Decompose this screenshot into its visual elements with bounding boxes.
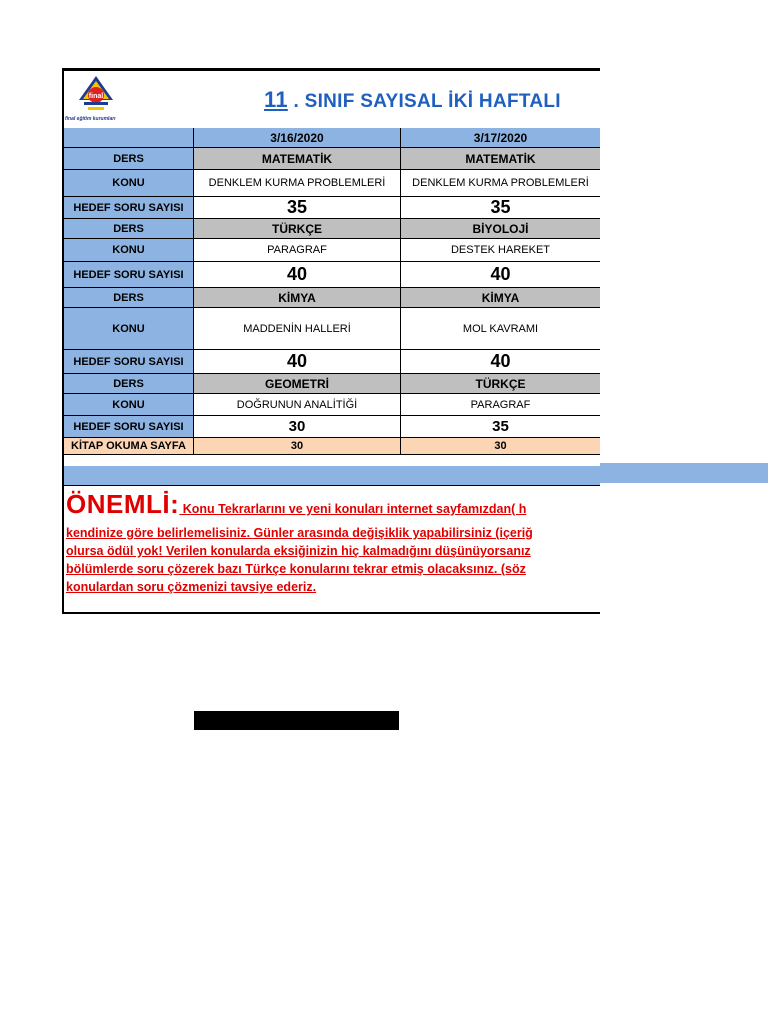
sheet-header: [64, 71, 600, 128]
subject-cell: MATEMATİK: [194, 148, 401, 170]
subject-cell: TÜRKÇE: [401, 374, 600, 394]
important-note: [66, 489, 600, 596]
target-cell: 40: [401, 262, 600, 288]
topic-cell: DENKLEM KURMA PROBLEMLERİ: [194, 170, 401, 197]
table-row: [64, 394, 600, 416]
blue-band-extension: [600, 463, 768, 483]
row-label: DERS: [64, 219, 194, 239]
table-row: [64, 308, 600, 350]
table-row: [64, 197, 600, 219]
row-label: DERS: [64, 374, 194, 394]
svg-text:final: final: [88, 93, 104, 100]
subject-cell: KİMYA: [401, 288, 600, 308]
row-label: HEDEF SORU SAYISI: [64, 262, 194, 288]
topic-cell: DESTEK HAREKET: [401, 239, 600, 262]
date-row: [64, 128, 600, 148]
subject-cell: GEOMETRİ: [194, 374, 401, 394]
table-row: [64, 262, 600, 288]
table-row: [64, 416, 600, 438]
subject-cell: TÜRKÇE: [194, 219, 401, 239]
note-line: konulardan soru çözmenizi tavsiye ederiz.: [66, 580, 317, 594]
important-heading: ÖNEMLİ:: [66, 489, 180, 519]
target-cell: 40: [194, 262, 401, 288]
table-row: [64, 170, 600, 197]
subject-cell: KİMYA: [194, 288, 401, 308]
table-row: [64, 350, 600, 374]
row-label: HEDEF SORU SAYISI: [64, 416, 194, 438]
target-cell: 35: [401, 416, 600, 438]
target-cell: 30: [194, 416, 401, 438]
target-cell: 40: [194, 350, 401, 374]
row-label: HEDEF SORU SAYISI: [64, 197, 194, 219]
note-line: kendinize göre belirlemelisiniz. Günler arasında değişiklik yapabilirsiniz (içeriğ: [66, 526, 533, 540]
date-cell: 3/16/2020: [194, 128, 401, 148]
topic-cell: PARAGRAF: [194, 239, 401, 262]
redaction-bar: [194, 711, 399, 730]
subject-cell: MATEMATİK: [401, 148, 600, 170]
topic-cell: DENKLEM KURMA PROBLEMLERİ: [401, 170, 600, 197]
title-number: 11: [264, 87, 288, 112]
final-logo-icon: [76, 75, 116, 117]
note-line: bölümlerde soru çözerek bazı Türkçe konularını tekrar etmiş olacaksınız. (söz: [66, 562, 526, 576]
reading-cell: 30: [401, 438, 600, 455]
target-cell: 40: [401, 350, 600, 374]
subject-cell: BİYOLOJİ: [401, 219, 600, 239]
topic-cell: DOĞRUNUN ANALİTİĞİ: [194, 394, 401, 416]
table-row: [64, 438, 600, 455]
row-label: KONU: [64, 308, 194, 350]
row-label: KONU: [64, 239, 194, 262]
row-label: DERS: [64, 288, 194, 308]
table-row: [64, 219, 600, 239]
page-title: [264, 87, 561, 113]
topic-cell: MOL KAVRAMI: [401, 308, 600, 350]
target-cell: 35: [194, 197, 401, 219]
date-cell: 3/17/2020: [401, 128, 600, 148]
table-row: [64, 374, 600, 394]
note-line: Konu Tekrarlarını ve yeni konuları internet sayfamızdan( h: [179, 502, 527, 516]
reading-cell: 30: [194, 438, 401, 455]
logo-caption: final eğitim kurumları: [65, 116, 116, 122]
row-label: KİTAP OKUMA SAYFA: [64, 438, 194, 455]
note-line: olursa ödül yok! Verilen konularda eksiğinizin hiç kalmadığını düşünüyorsanız: [66, 544, 531, 558]
table-row: [64, 148, 600, 170]
target-cell: 35: [401, 197, 600, 219]
date-row-label-cell: [64, 128, 194, 148]
table-row: [64, 239, 600, 262]
row-label: DERS: [64, 148, 194, 170]
topic-cell: PARAGRAF: [401, 394, 600, 416]
table-row: [64, 288, 600, 308]
schedule-sheet: [62, 68, 600, 614]
row-label: KONU: [64, 394, 194, 416]
topic-cell: MADDENİN HALLERİ: [194, 308, 401, 350]
title-text: . SINIF SAYISAL İKİ HAFTALI: [287, 91, 561, 112]
row-label: KONU: [64, 170, 194, 197]
row-label: HEDEF SORU SAYISI: [64, 350, 194, 374]
blue-separator-band: [64, 466, 600, 486]
